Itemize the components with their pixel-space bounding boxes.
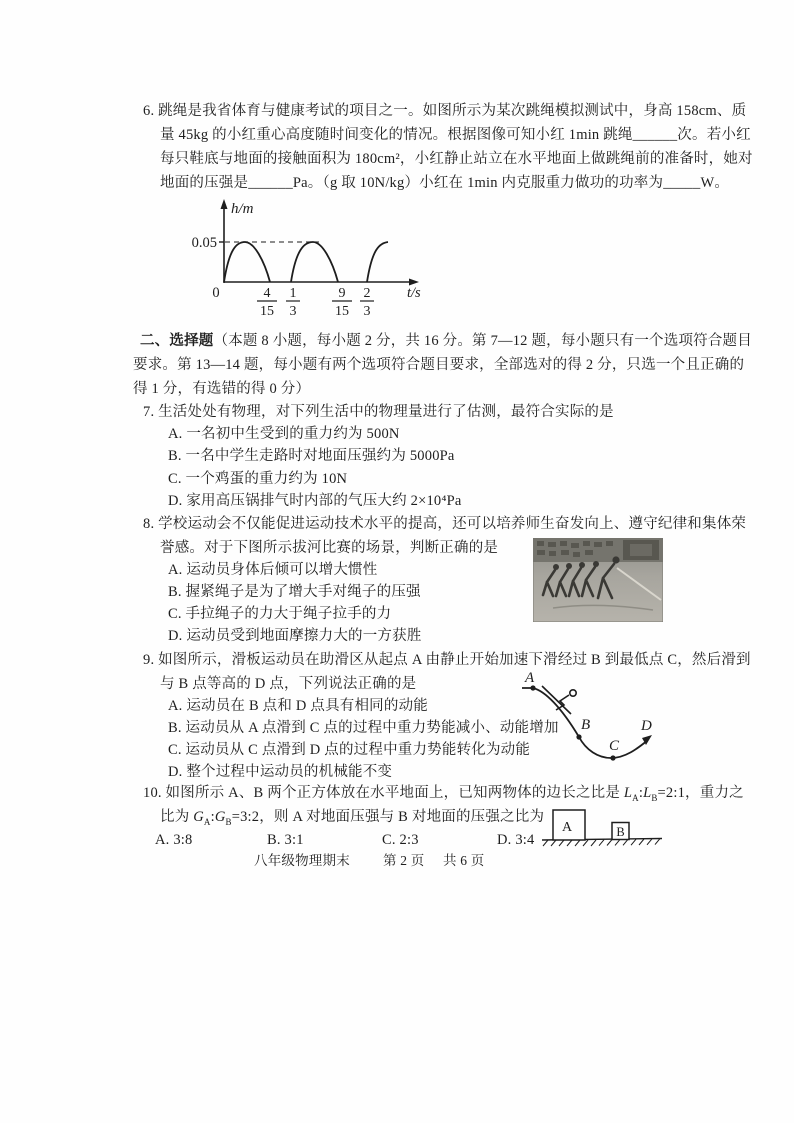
- q9-option-c: C. 运动员从 C 点滑到 D 点的过程中重力势能转化为动能: [168, 742, 531, 758]
- svg-text:15: 15: [260, 304, 274, 319]
- q6-line-3: 每只鞋底与地面的接触面积为 180cm²，小红静止站立在水平地面上做跳绳前的准备时，她对: [160, 151, 753, 167]
- label-B: B: [581, 717, 591, 733]
- q7-option-d: D. 家用高压锅排气时内部的气压大约 2×10⁴Pa: [168, 493, 462, 509]
- section2-line-2: 要求。第 13—14 题，每小题有两个选项符合题目要求，全部选对的得 2 分，只选一个且正确的: [133, 357, 745, 373]
- hump-1: [224, 242, 270, 282]
- q6-line-2: 量 45kg 的小红重心高度随时间变化的情况。根据图像可知小红 1min 跳绳______次。若小红: [160, 127, 751, 143]
- q7-option-a: A. 一名初中生受到的重力约为 500N: [168, 426, 400, 442]
- skateboard-slope-diagram: [515, 668, 665, 780]
- tug-of-war-photo: [533, 538, 663, 622]
- footer-exam-title: 八年级物理期末: [254, 853, 350, 868]
- q7-stem: 7. 生活处处有物理，对下列生活中的物理量进行了估测，最符合实际的是: [143, 404, 614, 420]
- q8-option-c: C. 手拉绳子的力大于绳子拉手的力: [168, 606, 392, 622]
- jump-rope-height-time-graph: [183, 196, 428, 326]
- q10-option-c: C. 2:3: [382, 832, 419, 848]
- q9-line-1: 9. 如图所示，滑板运动员在助滑区从起点 A 由静止开始加速下滑经过 B 到最低点 C，然后滑到: [143, 652, 751, 668]
- cube-A-label: A: [561, 820, 573, 835]
- y-axis-arrow: [221, 199, 228, 209]
- point-B-dot: [576, 734, 581, 739]
- q10-option-a: A. 3:8: [155, 832, 193, 848]
- q10-line-2: 比为 $G_A:G_B=3:2$，则 A 对地面压强与 B 对地面的压强之比为: [160, 809, 545, 827]
- x-axis-label: t/s: [407, 285, 421, 301]
- svg-text:3: 3: [289, 304, 297, 319]
- q8-option-d: D. 运动员受到地面摩擦力大的一方获胜: [168, 628, 422, 644]
- q6-line-1: 6. 跳绳是我省体育与健康考试的项目之一。如图所示为某次跳绳模拟测试中，身高 158cm、质: [143, 103, 747, 119]
- svg-text:9: 9: [338, 286, 346, 301]
- q10-line-1: 10. 如图所示 A、B 两个正方体放在水平地面上，已知两物体的边长之比是 $L_A:L_B=2:1$，重力之: [143, 785, 744, 803]
- point-C-dot: [610, 755, 615, 760]
- q10-option-b: B. 3:1: [267, 832, 304, 848]
- svg-text:3: 3: [363, 304, 371, 319]
- section2-line-3: 得 1 分，有选错的得 0 分）: [133, 381, 311, 397]
- q9-option-b: B. 运动员从 A 点滑到 C 点的过程中重力势能减小、动能增加: [168, 720, 559, 736]
- q9-option-a: A. 运动员在 B 点和 D 点具有相同的动能: [168, 698, 428, 714]
- q8-option-a: A. 运动员身体后倾可以增大惯性: [168, 562, 378, 578]
- y-axis-label: h/m: [231, 201, 254, 217]
- svg-text:15: 15: [335, 304, 349, 319]
- q7-option-c: C. 一个鸡蛋的重力约为 10N: [168, 471, 348, 487]
- origin-label: 0: [212, 285, 220, 301]
- hump-3-partial: [367, 242, 388, 282]
- label-A: A: [525, 670, 535, 686]
- q8-line-1: 8. 学校运动会不仅能促进运动技术水平的提高，还可以培养师生奋发向上、遵守纪律和集体荣: [143, 516, 747, 532]
- q6-line-4: 地面的压强是______Pa。（g 取 10N/kg）小红在 1min 内克服重力做功的功率为_____W。: [160, 175, 730, 191]
- section2-heading: 二、选择题（本题 8 小题，每小题 2 分，共 16 分。第 7—12 题，每小题只有一个选项符合题目: [140, 333, 752, 349]
- svg-text:4: 4: [263, 286, 271, 301]
- point-A-dot: [530, 685, 535, 690]
- svg-text:2: 2: [363, 286, 371, 301]
- skater-figure: [542, 686, 576, 714]
- x-tick-fraction-1-3: [286, 286, 300, 319]
- q9-option-d: D. 整个过程中运动员的机械能不变: [168, 764, 393, 780]
- hump-2: [291, 242, 338, 282]
- cubes-on-ground-diagram: [540, 798, 665, 850]
- label-C: C: [609, 738, 620, 754]
- x-tick-fraction-2-3: [360, 286, 374, 319]
- x-tick-fraction-4-15: [257, 286, 277, 319]
- footer-page-total: 共 6 页: [443, 853, 485, 868]
- q10-option-d: D. 3:4: [497, 832, 535, 848]
- q8-option-b: B. 握紧绳子是为了增大手对绳子的压强: [168, 584, 421, 600]
- cube-B-label: B: [616, 825, 625, 839]
- x-tick-fraction-9-15: [332, 286, 352, 319]
- y-tick-label: 0.05: [191, 235, 217, 251]
- q9-line-2: 与 B 点等高的 D 点，下列说法正确的是: [160, 676, 417, 692]
- q8-line-2: 誉感。对于下图所示拔河比赛的场景，判断正确的是: [160, 540, 499, 556]
- label-D: D: [641, 718, 652, 734]
- footer-page-number: 第 2 页: [383, 853, 425, 868]
- svg-text:1: 1: [289, 286, 297, 301]
- q7-option-b: B. 一名中学生走路时对地面压强约为 5000Pa: [168, 448, 455, 464]
